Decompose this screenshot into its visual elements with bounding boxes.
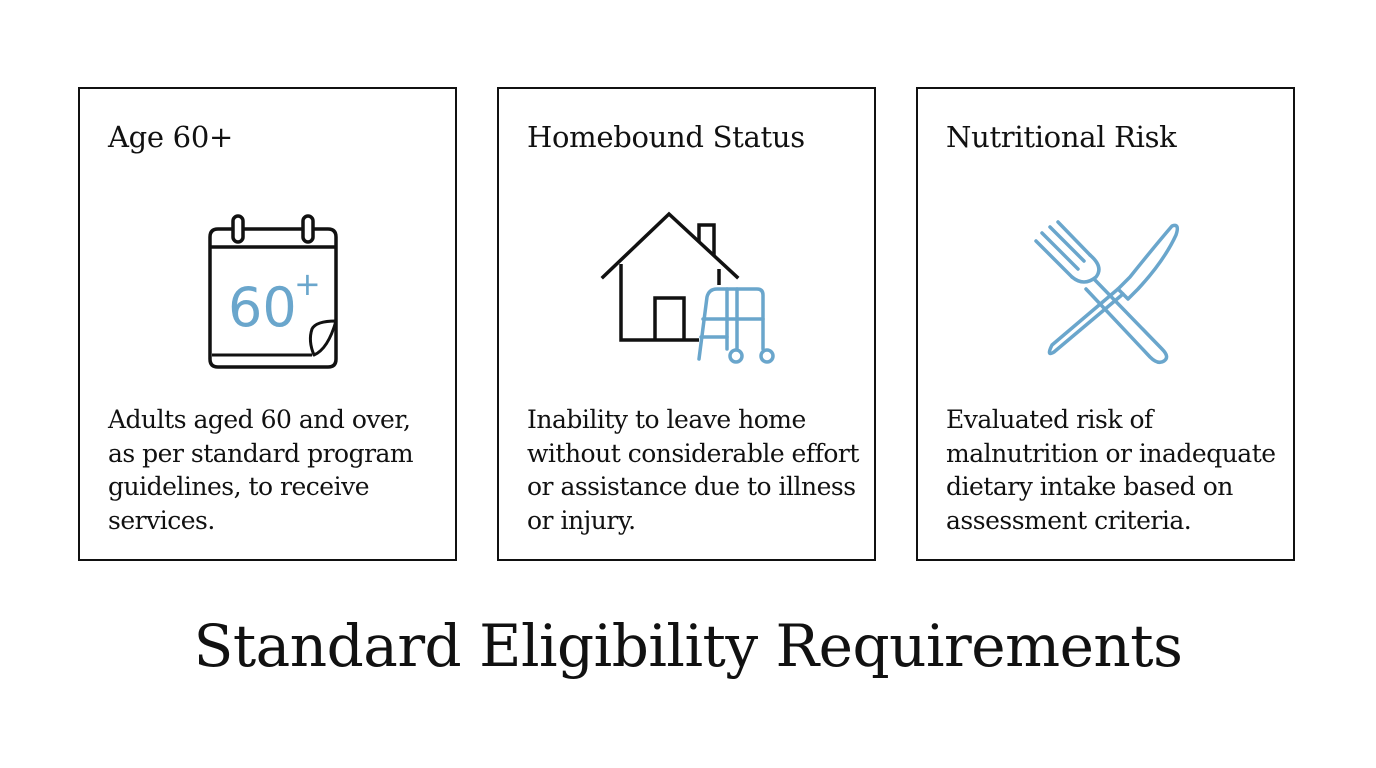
fork-knife-icon bbox=[918, 209, 1293, 369]
card-description: Evaluated risk of malnutrition or inadequate dietary intake based on assessment criteria. bbox=[946, 405, 1276, 535]
eligibility-card-homebound bbox=[497, 87, 876, 561]
calendar-plus: + bbox=[294, 265, 321, 303]
eligibility-card-nutrition bbox=[916, 87, 1295, 561]
card-title: Nutritional Risk bbox=[946, 120, 1177, 154]
card-description: Adults aged 60 and over, as per standard program guidelines, to receive services. bbox=[108, 405, 414, 535]
calendar-number: 60 bbox=[228, 276, 297, 339]
house-walker-icon bbox=[499, 209, 874, 369]
eligibility-card-age bbox=[78, 87, 457, 561]
card-title: Age 60+ bbox=[108, 120, 233, 154]
calendar-icon bbox=[80, 209, 455, 369]
page-title: Standard Eligibility Requirements bbox=[193, 612, 1183, 680]
card-title: Homebound Status bbox=[527, 120, 805, 154]
card-description: Inability to leave home without considerable effort or assistance due to illness or injury. bbox=[527, 405, 859, 535]
